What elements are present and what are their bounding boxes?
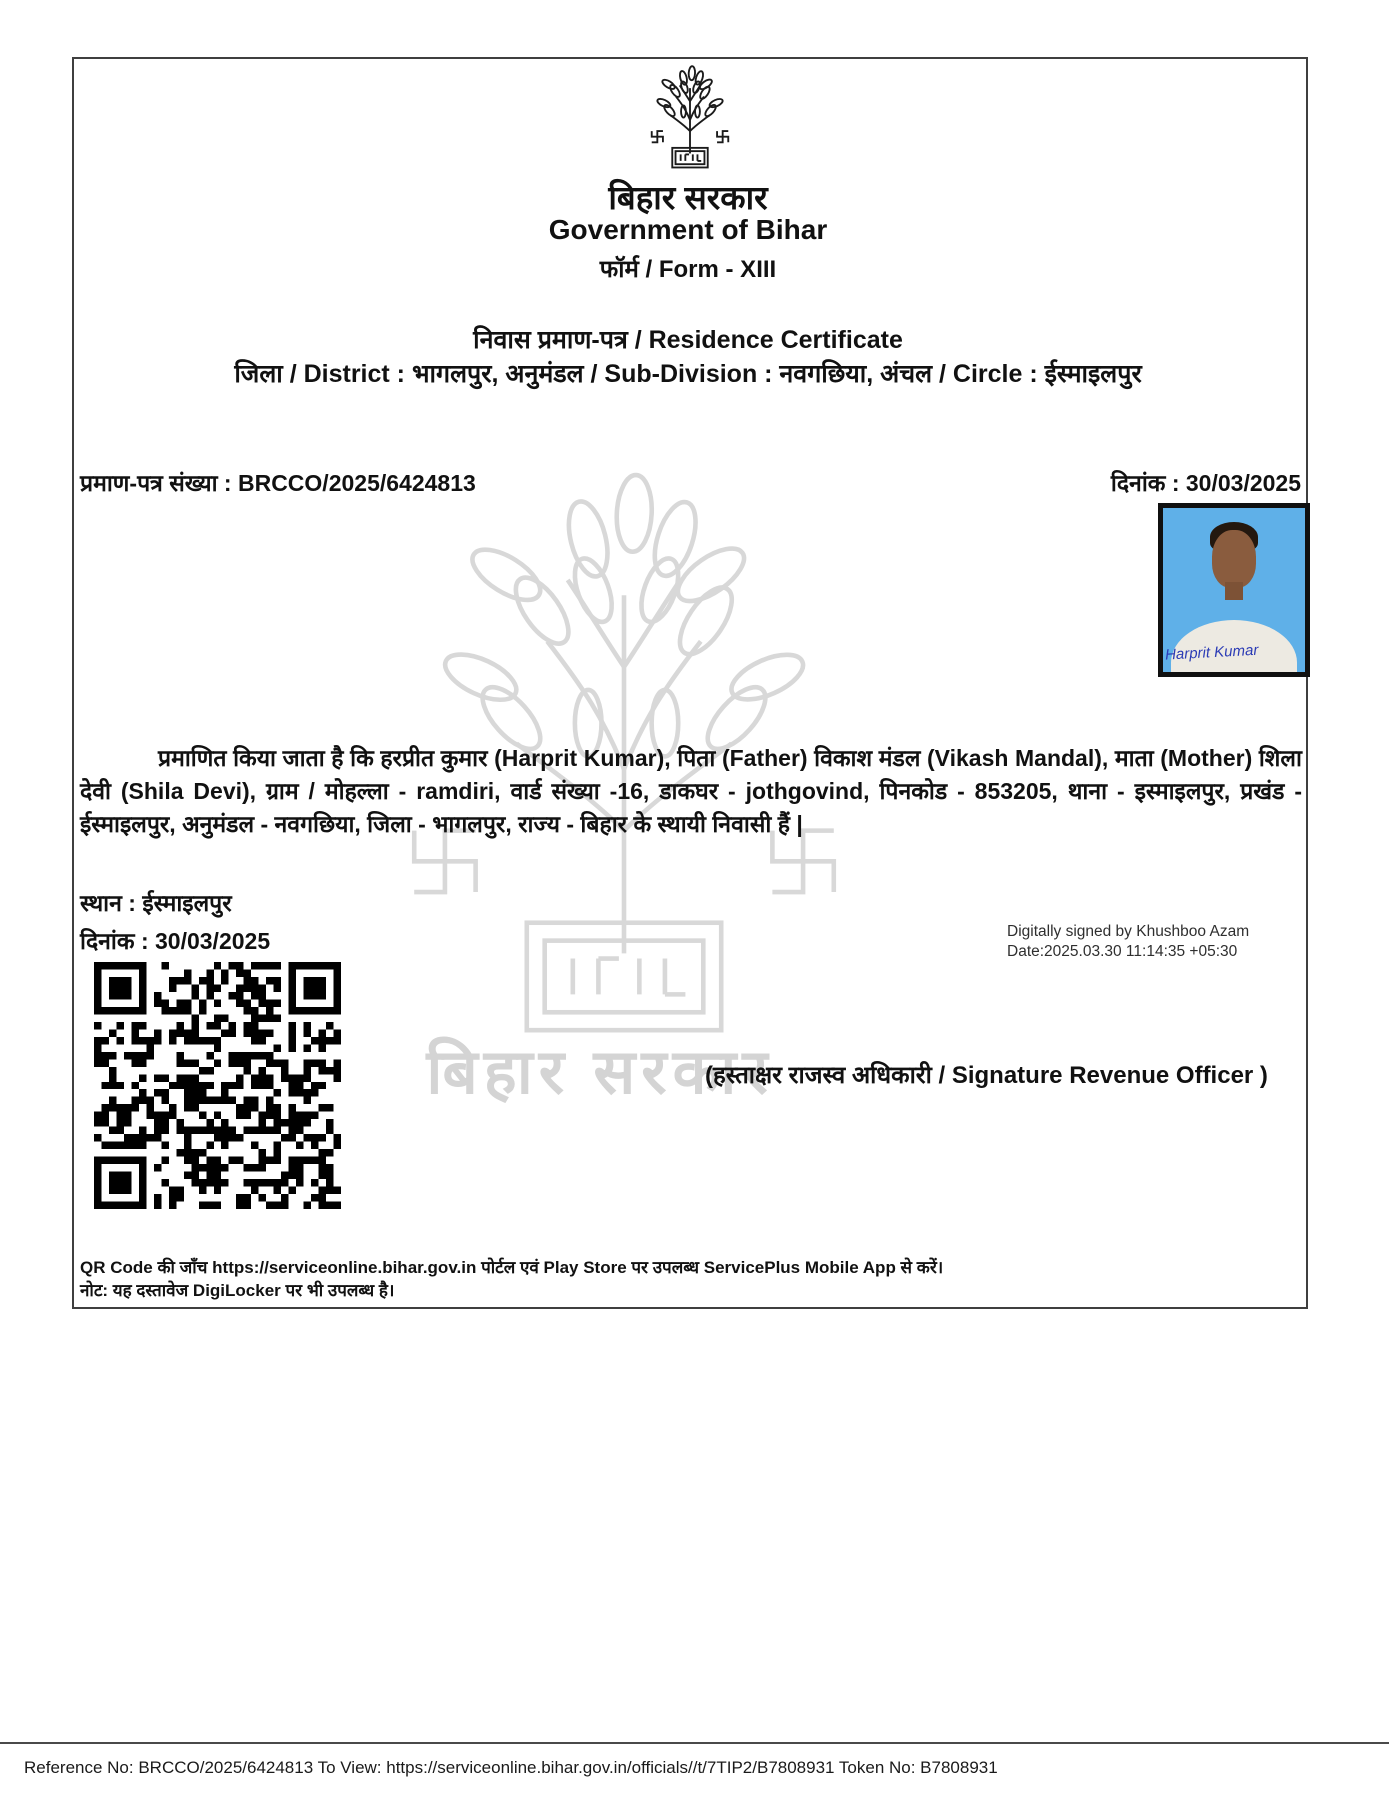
- qr-code: [92, 962, 343, 1209]
- photo-signature-caption: Harprit Kumar: [1164, 641, 1259, 664]
- photo-neck: [1225, 582, 1243, 600]
- bottom-notes: [80, 1256, 1280, 1302]
- digital-signature-block: [1007, 922, 1317, 962]
- watermark-text: बिहार सरकार: [426, 1038, 774, 1107]
- digilocker-note: नोट: यह दस्तावेज DigiLocker पर भी उपलब्ध है।: [80, 1281, 395, 1300]
- digital-signature-signer: Digitally signed by Khushboo Azam: [1007, 923, 1250, 940]
- footer-reference-line: Reference No: BRCCO/2025/6424813 To View: https://serviceonline.bihar.gov.in/officials//t/7TIP2/B7808931 Token No: B7808931: [24, 1758, 998, 1777]
- photo-face: [1212, 530, 1256, 588]
- district-subdivision-circle-line: जिला / District : भागलपुर, अनुमंडल / Sub-Division : नवगछिया, अंचल / Circle : ईस्माइलपुर: [234, 360, 1142, 388]
- issue-date: दिनांक : 30/03/2025: [1110, 470, 1301, 496]
- certificate-paragraph: प्रमाणित किया जाता है कि हरप्रीत कुमार (Harprit Kumar), पिता (Father) विकाश मंडल (Vikash Mandal), माता (Mother) शिला देवी (Shila Devi), ग्राम / मोहल्ला - ramdiri, वार्ड संख्या -16, डाकघर - jothgovind, पिनकोड - 853205, थाना - इस्माइलपुर, प्रखंड - ईस्माइलपुर, अनुमंडल - नवगछिया, जिला - भागलपुर, राज्य - बिहार के स्थायी निवासी हैं |: [80, 745, 1302, 837]
- form-number-line: फॉर्म / Form - XIII: [599, 256, 777, 283]
- org-name-hindi: बिहार सरकार: [608, 179, 768, 216]
- place-line: स्थान : ईस्माइलपुर: [80, 890, 232, 916]
- bihar-emblem-icon: [642, 62, 738, 174]
- certificate-title: निवास प्रमाण-पत्र / Residence Certificate: [473, 326, 903, 354]
- officer-signature-line: (हस्ताक्षर राजस्व अधिकारी / Signature Revenue Officer ): [705, 1062, 1268, 1089]
- digital-signature-date: Date:2025.03.30 11:14:35 +05:30: [1007, 943, 1238, 960]
- footer-divider: [0, 1742, 1389, 1744]
- applicant-photo: [1158, 503, 1310, 677]
- certificate-number: प्रमाण-पत्र संख्या : BRCCO/2025/6424813: [80, 470, 476, 496]
- qr-verification-note: QR Code की जाँच https://serviceonline.bihar.gov.in पोर्टल एवं Play Store पर उपलब्ध ServicePlus Mobile App से करें।: [80, 1258, 944, 1277]
- org-name-english: Government of Bihar: [548, 214, 828, 245]
- date-line: दिनांक : 30/03/2025: [80, 928, 271, 954]
